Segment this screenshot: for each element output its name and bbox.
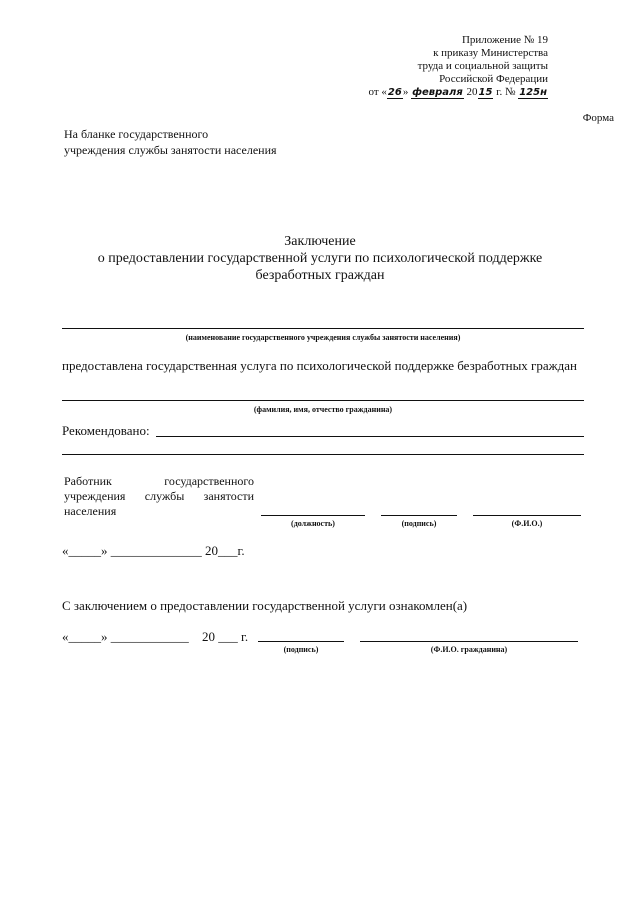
citizen-fio-line[interactable]: [360, 641, 578, 642]
service-text: предоставлена государственная услуга по психологической поддержке безработных граждан: [62, 358, 577, 373]
appendix-line-2: к приказу Министерства: [433, 47, 548, 59]
date-prefix: от «: [368, 86, 387, 98]
title-line-1: Заключение: [284, 234, 356, 249]
recommended-label: Рекомендовано:: [62, 423, 150, 438]
title-line-3: безработных граждан: [255, 268, 385, 283]
date-g: г. №: [496, 86, 516, 98]
signature-caption-2: (подпись): [283, 645, 319, 654]
recommended-line-1[interactable]: [156, 436, 584, 437]
handwritten-number: 125н: [519, 87, 547, 98]
citizen-name-caption: (фамилия, имя, отчество гражданина): [253, 405, 393, 414]
document-title: [0, 233, 640, 284]
blank-note: [64, 126, 304, 158]
worker-line-1: Работник государственного: [64, 474, 254, 488]
date-line-2-year[interactable]: 20 ___ г.: [202, 629, 249, 644]
recommended-line-2[interactable]: [62, 454, 584, 455]
acquainted-text: С заключением о предоставлении государственной услуги ознакомлен(а): [62, 598, 468, 613]
date-year-prefix: 20: [466, 86, 478, 98]
appendix-line-1: Приложение № 19: [461, 34, 548, 46]
handwritten-day: 26: [387, 87, 402, 98]
position-caption: (должность): [291, 519, 335, 528]
form-label: Форма: [582, 112, 614, 124]
worker-line-2: учреждения службы занятости: [64, 489, 254, 503]
institution-caption: (наименование государственного учреждения службы занятости населения): [185, 333, 461, 342]
blank-line-2: учреждения службы занятости населения: [64, 143, 277, 157]
appendix-line-4: Российской Федерации: [439, 73, 548, 85]
handwritten-month: февраля: [412, 87, 463, 98]
institution-name-line[interactable]: [62, 328, 584, 329]
date-line-2-day-month[interactable]: «_____» ____________: [62, 629, 189, 644]
worker-line-3: населения: [64, 504, 117, 518]
signature-caption: (подпись): [401, 519, 437, 528]
signature-line[interactable]: [381, 515, 457, 516]
fio-caption: (Ф.И.О.): [511, 519, 543, 528]
handwritten-year: 15: [478, 87, 493, 98]
position-line[interactable]: [261, 515, 365, 516]
appendix-line-3: труда и социальной защиты: [417, 60, 548, 72]
citizen-fio-caption: (Ф.И.О. гражданина): [430, 645, 508, 654]
signature-line-2[interactable]: [258, 641, 344, 642]
appendix-date-line: [348, 86, 548, 99]
citizen-name-line[interactable]: [62, 400, 584, 401]
worker-label: [64, 474, 254, 519]
date-line-1[interactable]: «_____» ______________ 20___г.: [62, 543, 245, 558]
date-sep: »: [402, 86, 409, 98]
appendix-block: [348, 34, 548, 99]
blank-line-1: На бланке государственного: [64, 127, 209, 141]
title-line-2: о предоставлении государственной услуги по психологической поддержке: [97, 251, 543, 266]
fio-line[interactable]: [473, 515, 581, 516]
